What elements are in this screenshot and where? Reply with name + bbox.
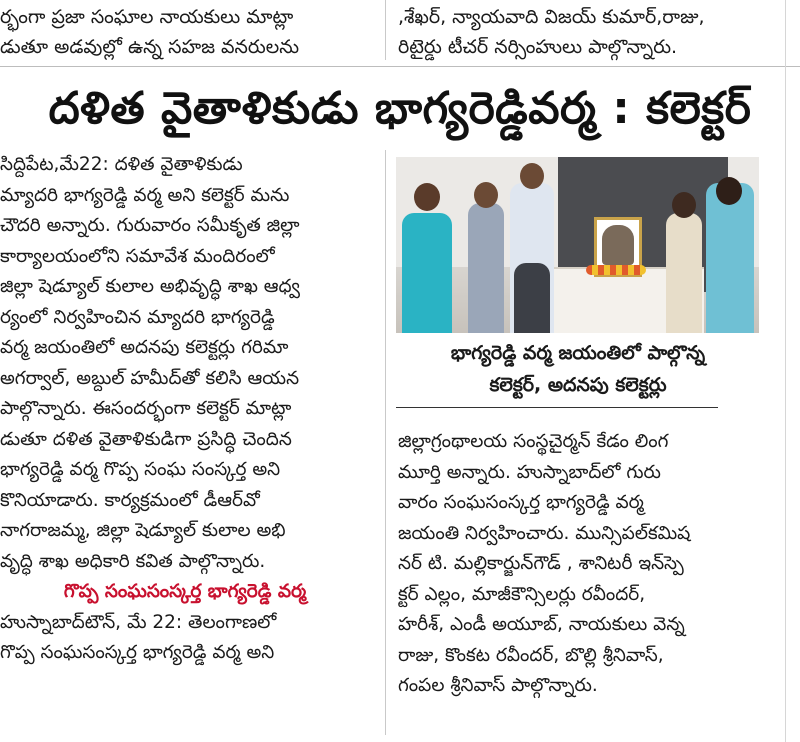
person-figure-icon <box>706 183 754 333</box>
text-line: సిద్దిపేట,మే22: దళిత వైతాళికుడు <box>0 154 243 175</box>
person-head-icon <box>474 182 498 208</box>
text-line: డుతూ దళిత వైతాళికుడిగా ప్రసిద్ధి చెందిన <box>0 428 292 450</box>
text-line: రిటైర్డు టీచర్ నర్సింహులు పాల్గొన్నారు. <box>398 36 678 58</box>
portrait-figure-icon <box>602 225 634 265</box>
text-line: మూర్తి అన్నారు. హుస్నాబాద్‌లో గురు <box>398 461 661 483</box>
continuation-left-column <box>0 2 370 62</box>
person-figure-icon <box>402 213 452 333</box>
text-line: మ్యాదరి భాగ్యరెడ్డి వర్మ అని కలెక్టర్ మను <box>0 184 290 206</box>
article-left-column <box>0 150 370 669</box>
article-right-column <box>398 427 793 702</box>
news-photo <box>396 157 759 333</box>
column-divider <box>385 150 386 735</box>
text-line: కార్యాలయంలోని సమావేశ మందిరంలో <box>0 245 275 267</box>
text-line: వారం సంఘసంస్కర్త భాగ్యరెడ్డి వర్మ <box>398 492 644 513</box>
text-line: హుస్నాబాద్‌టౌన్, మే 22: తెలంగాణలో <box>0 611 277 633</box>
text-line: వర్మ జయంతిలో అదనపు కలెక్టర్లు గరిమా <box>0 337 289 358</box>
article-headline: దళిత వైతాళికుడు భాగ్యరెడ్డివర్మ : కలెక్టర్ <box>48 83 752 134</box>
text-line: కొనియాడారు. కార్యక్రమంలో డీఆర్‌వో <box>0 489 260 511</box>
text-line: చౌదరి అన్నారు. గురువారం సమీకృత జిల్లా <box>0 215 300 236</box>
previous-article-continuation <box>0 0 800 68</box>
text-line: అగర్వాల్, అబ్దుల్ హమీద్‌తో కలిసి ఆయన <box>0 367 300 389</box>
person-head-icon <box>672 192 696 218</box>
text-line: ,శేఖర్, న్యాయవాది విజయ్ కుమార్,రాజు, <box>398 6 705 28</box>
flower-garland-icon <box>586 265 646 275</box>
person-head-icon <box>520 163 544 189</box>
caption-line: భాగ్యరెడ్డి వర్మ జయంతిలో పాల్గొన్న <box>450 342 706 364</box>
person-head-icon <box>716 177 742 205</box>
text-line: జిల్లా షెడ్యూల్ కులాల అభివృద్ధి శాఖ ఆధ్వ <box>0 276 300 297</box>
article-subhead: గొప్ప సంఘసంస్కర్త భాగ్యరెడ్డి వర్మ <box>63 581 307 602</box>
caption-line: కలెక్టర్, అదనపు కలెక్టర్లు <box>489 374 667 396</box>
text-line: ర్భంగా ప్రజా సంఘాల నాయకులు మాట్లా <box>0 6 294 28</box>
text-line: పాల్గొన్నారు. ఈసందర్భంగా కలెక్టర్ మాట్లా <box>0 398 292 419</box>
caption-underline <box>396 407 718 408</box>
text-line: భాగ్యరెడ్డి వర్మ గొప్ప సంఘ సంస్కర్త అని <box>0 459 281 480</box>
continuation-right-column <box>398 2 793 62</box>
text-line: డుతూ అడవుల్లో ఉన్న సహజ వనరులను <box>0 36 300 58</box>
text-line: జయంతి నిర్వహించారు. మున్సిపల్‌కమిష <box>398 522 691 544</box>
text-line: గొప్ప సంఘసంస్కర్త భాగ్యరెడ్డి వర్మ అని <box>0 642 275 663</box>
person-trousers-icon <box>514 263 550 333</box>
person-head-icon <box>414 183 440 211</box>
text-line: ర్యంలో నిర్వహించిన మ్యాదరి భాగ్యరెడ్డి <box>0 306 275 328</box>
text-line: గంపల శ్రీనివాస్ పాల్గొన్నారు. <box>398 675 598 696</box>
photo-caption <box>388 337 768 401</box>
person-figure-icon <box>666 213 702 333</box>
text-line: రాజు, కొంకట రవీందర్, బొల్లి శ్రీనివాస్, <box>398 644 664 666</box>
text-line: హరీశ్, ఎండీ అయూబ్, నాయకులు వెన్న <box>398 614 685 635</box>
text-line: క్టర్ ఎల్లం, మాజీకౌన్సిలర్లు రవీందర్, <box>398 583 646 605</box>
column-divider <box>385 0 386 60</box>
text-line: నర్ టి. మల్లికార్జున్‌గౌడ్ , శానిటరీ ఇన్‌స్పె <box>398 553 684 574</box>
person-figure-icon <box>468 203 504 333</box>
section-divider <box>0 66 800 67</box>
text-line: జిల్లాగ్రంథాలయ సంస్థచైర్మన్ కేడం లింగ <box>398 431 669 452</box>
text-line: నాగరాజమ్మ, జిల్లా షెడ్యూల్ కులాల అభి <box>0 520 286 541</box>
page-edge-divider <box>785 0 786 742</box>
text-line: వృద్ధి శాఖ అధికారి కవిత పాల్గొన్నారు. <box>0 550 266 572</box>
